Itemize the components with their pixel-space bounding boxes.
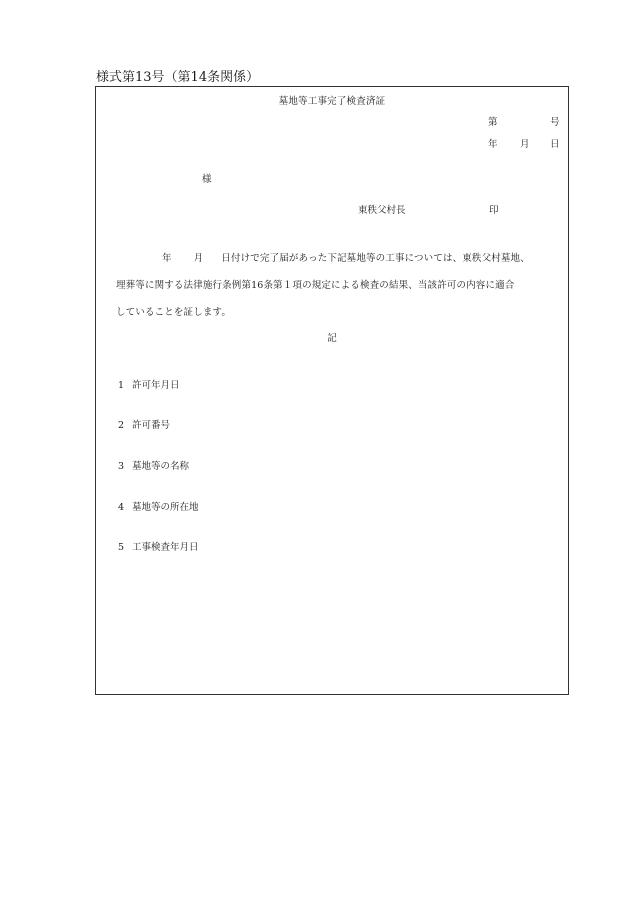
item-4 <box>118 503 199 513</box>
item-4-label: 墓地等の所在地 <box>132 502 199 513</box>
number-prefix: 第 <box>488 117 498 128</box>
item-2 <box>118 421 170 431</box>
certificate-body <box>116 245 556 326</box>
item-2-label: 許可番号 <box>132 420 171 431</box>
date-month-mark: 月 <box>520 139 530 150</box>
document-title: 墓地等工事完了検査済証 <box>278 96 386 107</box>
item-5 <box>118 543 199 553</box>
item-5-label: 工事検査年月日 <box>132 542 199 553</box>
item-1-label: 許可年月日 <box>132 380 180 391</box>
addressee-suffix: 様 <box>202 174 212 185</box>
body-line-3: していることを証します。 <box>116 307 232 318</box>
body-line-1 <box>116 245 556 272</box>
body-line-1-text: 日付けで完了届があった下記墓地等の工事については、東秩父村墓地、 <box>221 253 530 264</box>
item-1-number: 1 <box>118 380 125 391</box>
body-year-mark: 年 <box>162 253 172 264</box>
body-line-2: 埋葬等に関する法律施行条例第16条第１項の規定による検査の結果、当該許可の内容に適合 <box>116 280 515 291</box>
ki-heading: 記 <box>327 333 337 344</box>
item-5-number: 5 <box>118 542 125 553</box>
body-month-mark: 月 <box>193 253 204 264</box>
item-3 <box>118 462 189 472</box>
date-year-mark: 年 <box>488 139 498 150</box>
issuer-name: 東秩父村長 <box>358 205 406 216</box>
number-suffix: 号 <box>550 117 560 128</box>
item-3-label: 墓地等の名称 <box>132 461 190 472</box>
form-number-label: 様式第13号（第14条関係） <box>96 70 260 85</box>
item-3-number: 3 <box>118 461 125 472</box>
item-2-number: 2 <box>118 420 125 431</box>
date-day-mark: 日 <box>550 139 560 150</box>
item-1 <box>118 381 180 391</box>
certificate-frame <box>95 86 569 695</box>
seal-mark: 印 <box>489 205 499 216</box>
item-4-number: 4 <box>118 502 125 513</box>
